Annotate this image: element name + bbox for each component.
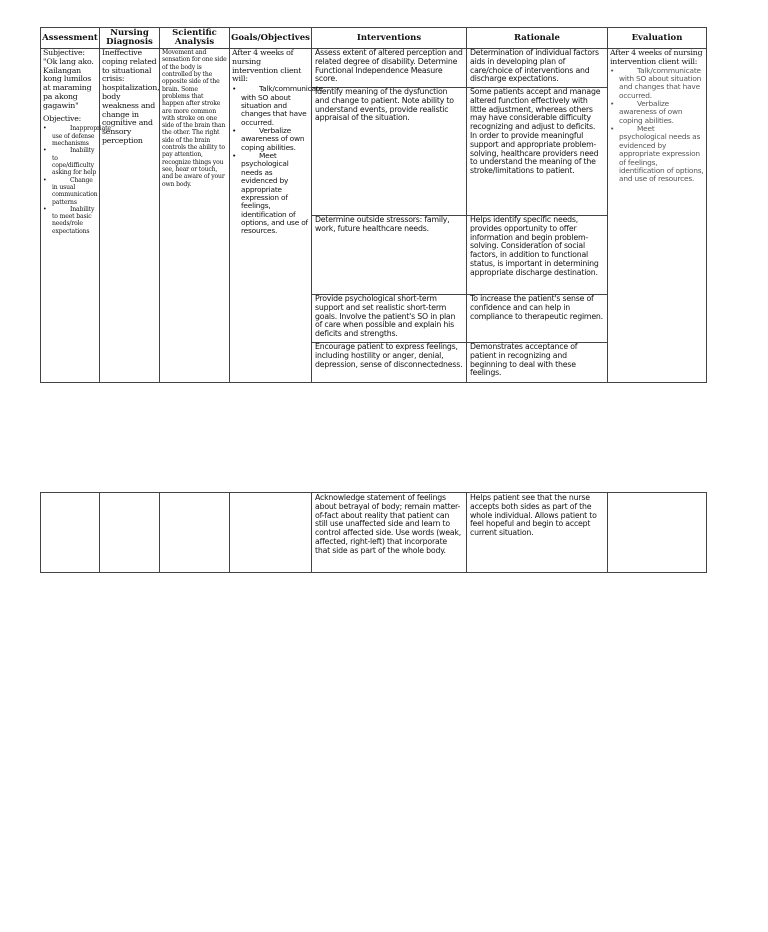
interventions-cell — [312, 49, 467, 383]
header-interventions: Interventions — [312, 28, 467, 49]
objective-item: • Inappropriate use of defense mechanisms — [43, 125, 97, 147]
scientific-analysis-cell — [160, 49, 230, 383]
goal-item: • Meet psychological needs as evidenced by appropriate expression of feelings, identification of options, and use of resources. — [232, 152, 309, 236]
goals-cell — [230, 48, 323, 383]
empty-cell — [100, 493, 160, 573]
objective-list — [43, 125, 111, 235]
intervention-item: Identify meaning of the dysfunction and change to patient. Note ability to understand events, provide realistic appraisal of the situation. — [312, 87, 466, 215]
empty-cell — [608, 493, 707, 573]
header-scientific-analysis: Scientific Analysis — [160, 28, 230, 49]
evaluation-item: • Verbalize awareness of own coping abilities. — [610, 100, 704, 125]
goals-intro: After 4 weeks of nursing intervention client will: — [232, 48, 302, 84]
evaluation-cell — [608, 49, 707, 383]
rationale-item: To increase the patient's sense of confidence and can help in compliance to therapeutic regimen. — [467, 294, 607, 342]
header-nursing-diagnosis: Nursing Diagnosis — [100, 28, 160, 49]
rationale-item: Demonstrates acceptance of patient in recognizing and beginning to deal with these feelings. — [467, 342, 607, 378]
continuation-intervention: Acknowledge statement of feelings about betrayal of body; remain matter-of-fact about reality that patient can still use unaffected side and learn to control affected side. Use words (weak, affected, right-left) that incorporate that side as part of the whole body. — [312, 493, 467, 573]
objective-item: • Change in usual communication patterns — [43, 177, 97, 206]
header-evaluation: Evaluation — [608, 28, 707, 49]
analysis-text: Movement and sensation for one side of the body is controlled by the opposite side of the brain. Some problems that happen after stroke are more common with stroke on one side of the brain than the other. The right side of the brain controls the ability to pay attention, recognize things you see, hear or touch, and be aware of your own body. — [162, 49, 227, 188]
continuation-row — [41, 493, 707, 573]
header-assessment: Assessment — [41, 28, 100, 49]
intervention-item: Provide psychological short-term support and set realistic short-term goals. Involve the patient's SO in plan of care when possible and explain his deficits and strengths. — [312, 294, 466, 342]
goal-item: • Verbalize awareness of own coping abilities. — [232, 127, 309, 152]
objective-label: Objective: — [43, 113, 82, 123]
intervention-item: Encourage patient to express feelings, including hostility or anger, denial, depression, sense of disconnectedness. — [312, 342, 466, 369]
empty-cell — [41, 493, 100, 573]
continuation-table — [40, 492, 707, 573]
rationale-item: Helps identify specific needs, provides opportunity to offer information and begin problem-solving. Consideration of social factors, in addition to functional status, is important in determining appropriate discharge destination. — [467, 215, 607, 294]
objective-item: • Inability to cope/difficulty asking for help — [43, 147, 97, 176]
evaluation-item: • Meet psychological needs as evidenced by appropriate expression of feelings, identification of options, and use of resources. — [610, 125, 704, 184]
subjective-text: Subjective: "Ok lang ako. Kailangan kong lumilos at maraming pa akong gagawin" — [43, 48, 94, 110]
empty-cell — [230, 493, 312, 573]
content-row — [41, 49, 707, 383]
continuation-rationale: Helps patient see that the nurse accepts both sides as part of the whole individual. Allows patient to feel hopeful and begin to accept current situation. — [467, 493, 608, 573]
header-row — [41, 28, 707, 49]
evaluation-intro: After 4 weeks of nursing intervention client will: — [610, 48, 703, 66]
goals-list — [232, 84, 323, 236]
goal-item: • Talk/communicate with SO about situation and changes that have occurred. — [232, 85, 309, 127]
assessment-cell — [41, 48, 111, 383]
intervention-item: Determine outside stressors: family, work, future healthcare needs. — [312, 215, 466, 294]
evaluation-list — [610, 67, 704, 184]
empty-cell — [160, 493, 230, 573]
objective-item: • Inability to meet basic needs/role expectations — [43, 206, 97, 235]
header-goals: Goals/Objectives — [230, 28, 312, 49]
rationale-item: Some patients accept and manage altered function effectively with little adjustment, whereas others may have considerable difficulty recognizing and adjust to deficits. In order to provide meaningful support and appropriate problem-solving, healthcare providers need to understand the meaning of the stroke/limitations to patient. — [467, 87, 607, 215]
rationale-cell — [467, 49, 608, 383]
rationale-item: Determination of individual factors aids in developing plan of care/choice of interventions and discharge expectations. — [470, 48, 599, 84]
intervention-item: Assess extent of altered perception and related degree of disability. Determine Functional Independence Measure score. — [315, 48, 463, 84]
header-rationale: Rationale — [467, 28, 608, 49]
nursing-diagnosis-cell — [100, 49, 160, 383]
care-plan-table — [40, 27, 707, 383]
evaluation-item: • Talk/communicate with SO about situation and changes that have occurred. — [610, 67, 704, 100]
diagnosis-text: Ineffective coping related to situational crisis: hospitalization, body weakness and change in cognitive and sensory perception — [102, 48, 160, 145]
